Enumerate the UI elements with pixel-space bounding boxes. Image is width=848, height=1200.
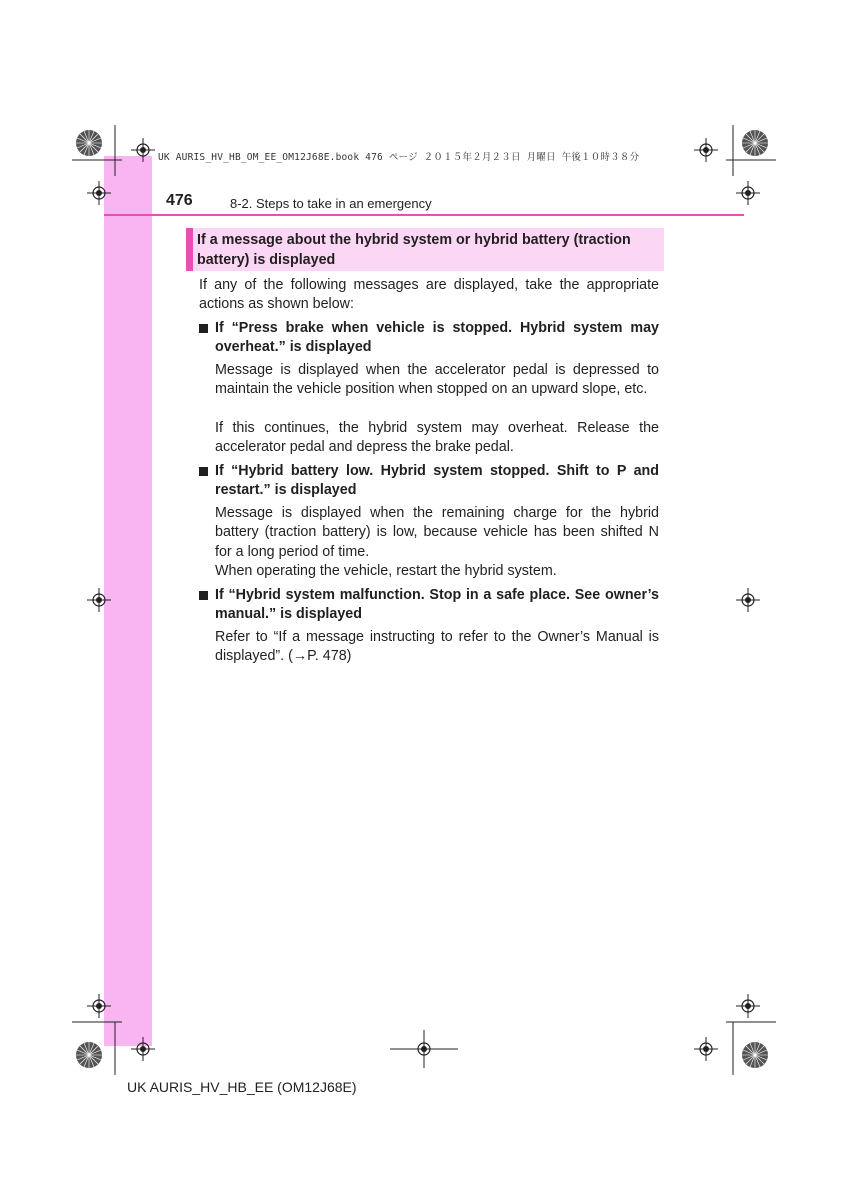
intro-paragraph: If any of the following messages are displayed, take the appropriate actions as shown below: bbox=[199, 277, 659, 313]
color-rosette bbox=[76, 130, 102, 156]
section-title: 8-2. Steps to take in an emergency bbox=[230, 196, 432, 211]
item-body: Message is displayed when the remaining charge for the hybrid battery (traction battery) is low, because vehicle has been shifted N for a long period of time. bbox=[215, 505, 659, 560]
print-job-info: UK AURIS_HV_HB_OM_EE_OM12J68E.book 476 ページ ２０１５年２月２３日 月曜日 午後１０時３８分 bbox=[158, 152, 640, 163]
registration-mark bbox=[736, 588, 760, 612]
footer-manual-code: UK AURIS_HV_HB_EE (OM12J68E) bbox=[127, 1079, 357, 1095]
color-rosette bbox=[742, 130, 768, 156]
page-number: 476 bbox=[166, 192, 193, 209]
color-rosette bbox=[742, 1042, 768, 1068]
registration-mark bbox=[87, 994, 111, 1018]
item-body-cross-reference: Refer to “If a message instructing to refer to the Owner’s Manual is displayed”. (→P. 478) bbox=[215, 629, 659, 665]
heading-title: If a message about the hybrid system or hybrid battery (traction battery) is displayed bbox=[197, 232, 631, 268]
item-body: Message is displayed when the accelerator pedal is depressed to maintain the vehicle position when stopped on an upward slope, etc. bbox=[215, 362, 659, 398]
registration-mark bbox=[131, 1037, 155, 1061]
registration-mark bbox=[87, 588, 111, 612]
item-title: If “Hybrid battery low. Hybrid system stopped. Shift to P and restart.” is displayed bbox=[215, 463, 659, 499]
color-rosette bbox=[76, 1042, 102, 1068]
registration-mark bbox=[736, 994, 760, 1018]
item-body: If this continues, the hybrid system may overheat. Release the accelerator pedal and depress the brake pedal. bbox=[215, 420, 659, 456]
item-body: When operating the vehicle, restart the hybrid system. bbox=[215, 563, 557, 579]
item-title: If “Press brake when vehicle is stopped. Hybrid system may overheat.” is displayed bbox=[215, 320, 659, 356]
square-bullet-icon bbox=[199, 467, 208, 476]
heading-accent-bar bbox=[186, 228, 193, 271]
registration-mark bbox=[694, 1037, 718, 1061]
square-bullet-icon bbox=[199, 591, 208, 600]
registration-mark bbox=[736, 181, 760, 205]
registration-mark bbox=[694, 138, 718, 162]
registration-mark bbox=[87, 181, 111, 205]
registration-mark bbox=[131, 138, 155, 162]
item-title: If “Hybrid system malfunction. Stop in a safe place. See owner’s manual.” is displayed bbox=[215, 587, 659, 623]
square-bullet-icon bbox=[199, 324, 208, 333]
